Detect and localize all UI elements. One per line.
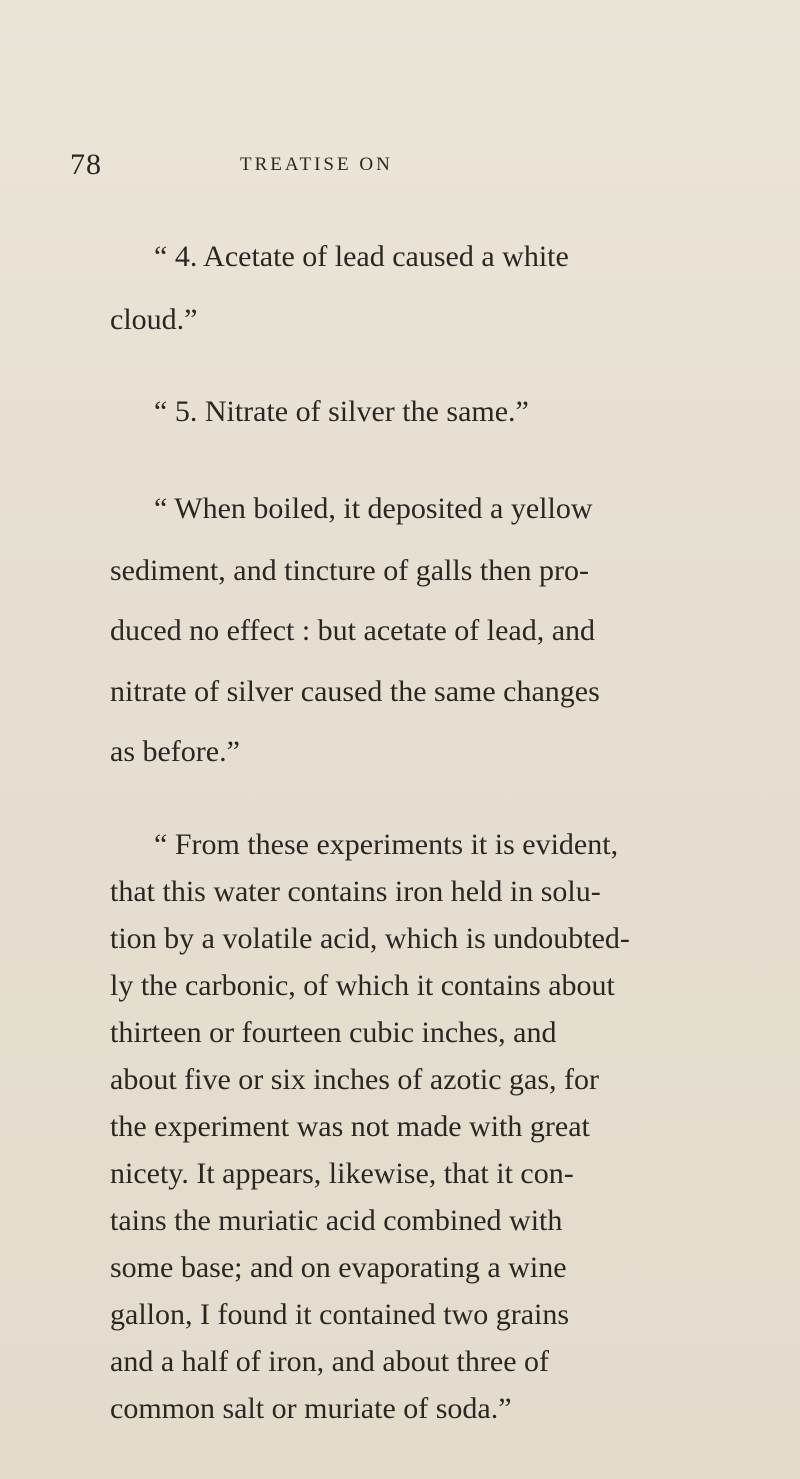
text-line: as before.” [110, 735, 240, 768]
text-line: tains the muriatic acid combined with [110, 1204, 563, 1237]
text-line: cloud.” [110, 303, 198, 336]
text-line: nitrate of silver caused the same changes [110, 675, 600, 708]
text-line: “ From these experiments it is evident, [154, 828, 619, 861]
text-line: common salt or muriate of soda.” [110, 1392, 512, 1425]
text-line: “ 5. Nitrate of silver the same.” [154, 395, 529, 428]
text-line: tion by a volatile acid, which is undoubted- [110, 922, 630, 955]
text-line: some base; and on evaporating a wine [110, 1251, 567, 1284]
text-line: duced no effect : but acetate of lead, and [110, 614, 596, 647]
text-line: the experiment was not made with great [110, 1110, 590, 1143]
text-line: gallon, I found it contained two grains [110, 1298, 570, 1331]
running-head: TREATISE ON [240, 154, 393, 175]
text-line: “ 4. Acetate of lead caused a white [154, 240, 569, 273]
text-line: and a half of iron, and about three of [110, 1345, 549, 1378]
text-line: nicety. It appears, likewise, that it con- [110, 1157, 574, 1190]
page-header [0, 148, 800, 188]
text-line: thirteen or fourteen cubic inches, and [110, 1016, 557, 1049]
text-line: about five or six inches of azotic gas, for [110, 1063, 600, 1096]
text-line: ly the carbonic, of which it contains about [110, 969, 615, 1002]
text-line: “ When boiled, it deposited a yellow [154, 492, 593, 525]
page-number: 78 [70, 148, 102, 181]
text-line: that this water contains iron held in solu- [110, 875, 601, 908]
text-line: sediment, and tincture of galls then pro- [110, 554, 590, 587]
